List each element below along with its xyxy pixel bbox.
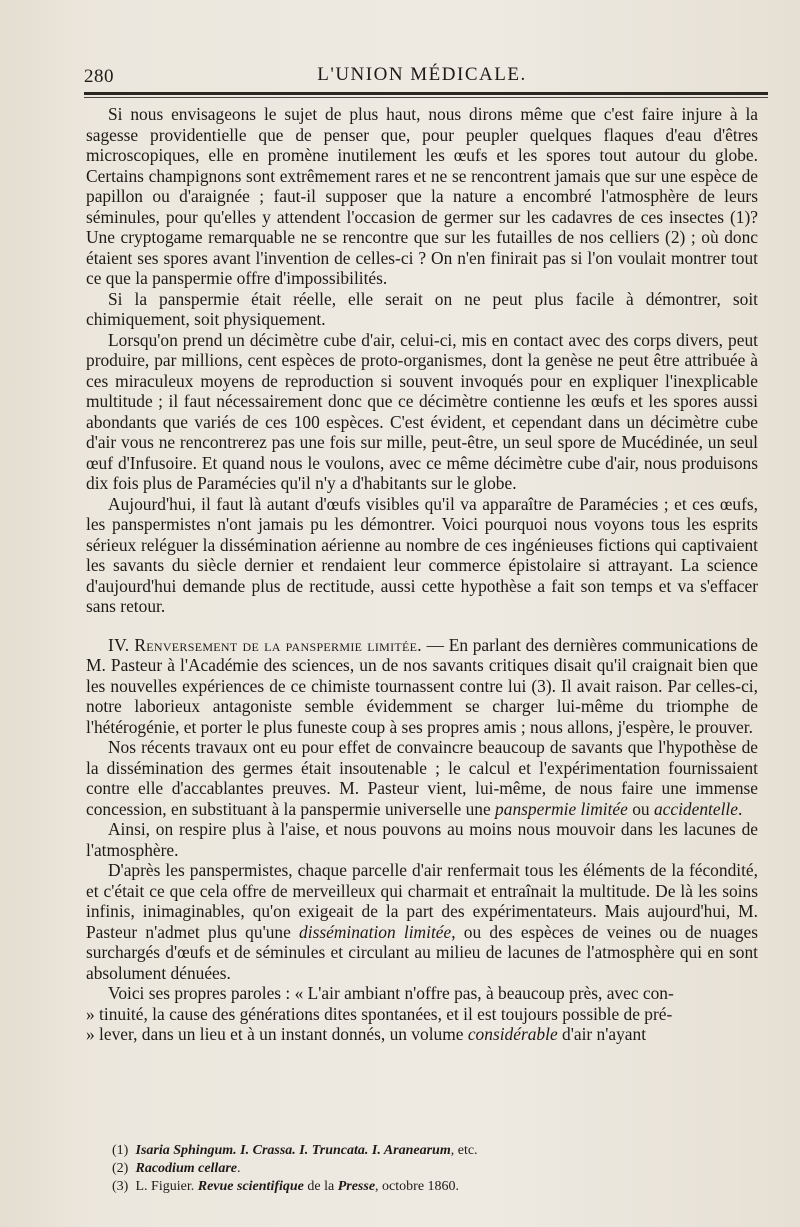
header-rule-thin — [84, 97, 768, 98]
text-span: , etc. — [450, 1143, 478, 1158]
footnote-number: (1) — [112, 1143, 129, 1158]
section-heading: IV. Renversement de la panspermie limitée. — [108, 634, 422, 655]
footnote-text: Revue scientifique — [197, 1179, 304, 1194]
text-span: » lever, dans un lieu et à un instant donnés, un volume — [86, 1024, 468, 1044]
italic-term: panspermie limitée — [495, 798, 628, 819]
quote-line — [86, 1024, 758, 1045]
footnote — [112, 1142, 712, 1160]
paragraph: Lorsqu'on prend un décimètre cube d'air, celui-ci, mis en contact avec des corps divers, peut produire, par millions, cent espèces de proto-organismes, dont la genèse ne peut être attribuée à ces miraculeux moyens de reproduction si souvent invoqués pour en expliquer l'inexplicable multitude ; il faut nécessairement donc que ce décimètre contienne les œufs et les spores aussi abondants que variés de ces 100 espèces. C'est évident, et cependant dans un décimètre cube d'air vous ne rencontrerez pas une fois sur mille, peut-être, un seul spore de Mucédinée, un seul œuf d'Infusoire. Et quand nous le voulons, avec ce même décimètre cube d'air, nous produisons dix fois plus de Paramécies qu'il n'y a d'habitants sur le globe. — [86, 329, 758, 493]
paragraph: Ainsi, on respire plus à l'aise, et nous pouvons au moins nous mouvoir dans les lacunes de l'atmosphère. — [86, 819, 758, 860]
text-span: D'après les panspermistes, chaque parcelle d'air renfermait tous les éléments de la fécondité, et c'était ce que cela offre de merveilleux qui charmait et entraînait la multitude. De là les soins infinis, inimaginables, qu'on exigeait de la part des expérimentateurs. Mais aujourd'hui, M. Pasteur n'admet plus qu'une — [86, 860, 758, 942]
page-header — [84, 58, 760, 92]
footnote — [112, 1178, 712, 1196]
paragraph: Aujourd'hui, il faut là autant d'œufs visibles qu'il va apparaître de Paramécies ; et ces œufs, les panspermistes n'ont jamais pu les démontrer. Voici pourquoi nous voyons tous les esprits sérieux reléguer la dissémination aérienne au nombre de ces ingénieuses fictions qui captivaient les savants du siècle dernier et rendaient leur commerce épistolaire si attrayant. La science d'aujourd'hui demande plus de rectitude, aussi cette hypothèse a fait son temps et va s'effacer sans retour. — [86, 493, 758, 616]
body-text — [86, 104, 758, 1045]
text-span: L. Figuier. — [135, 1179, 198, 1194]
page-number: 280 — [84, 66, 114, 87]
italic-term: dissémination limitée — [299, 921, 452, 942]
footnote-text: Isaria Sphingum. I. Crassa. I. Truncata. I. Aranearum — [135, 1143, 451, 1158]
text-span: . — [237, 1161, 241, 1176]
text-span: d'air n'ayant — [557, 1024, 647, 1044]
quote-line: » tinuité, la cause des générations dites spontanées, et il est toujours possible de pré- — [86, 1003, 673, 1024]
text-span: Nos récents travaux ont eu pour effet de convaincre beaucoup de savants que l'hypothèse de la dissémination des germes était insoutenable ; le calcul et l'expérimentation fournissaient contre elle d'accablantes preuves. M. Pasteur vient, lui-même, de nous faire une immense concession, en substituant à la panspermie universelle une — [86, 737, 758, 819]
header-rule — [84, 92, 768, 95]
paragraph-fecondite — [86, 860, 758, 983]
footnote-text: Racodium cellare — [135, 1161, 237, 1176]
paragraph-pasteur — [86, 737, 758, 819]
section-opening-text: — En parlant des dernières communications de M. Pasteur à l'Académie des sciences, un de nos savants critiques disait qu'il craignait bien que les nouvelles expériences de ce chimiste tournassent contre lui (3). Il avait raison. Par celles-ci, notre laborieux antagoniste semble évidemment se charger lui-même du triomphe de l'hétérogénie, et porter le plus funeste coup à ses propres amis ; nous allons, j'espère, le prouver. — [86, 634, 759, 737]
journal-title: L'UNION MÉDICALE. — [317, 64, 527, 85]
footnote-text: Presse — [337, 1179, 376, 1194]
section-paragraph — [86, 635, 758, 738]
footnote — [112, 1160, 712, 1178]
text-span: ou — [627, 798, 654, 819]
footnote-number: (2) — [112, 1161, 129, 1176]
italic-term: considérable — [467, 1024, 558, 1044]
quote-line: Voici ses propres paroles : « L'air ambiant n'offre pas, à beaucoup près, avec con- — [108, 983, 674, 1003]
text-span: , octobre 1860. — [375, 1179, 460, 1194]
paragraph: Si la panspermie était réelle, elle serait on ne peut plus facile à démontrer, soit chimiquement, soit physiquement. — [86, 288, 758, 329]
text-span: , ou des espèces de veines ou de nuages surchargés d'œufs et de séminules et circulant au milieu de lacunes de l'atmosphère qui en sont absolument dénuées. — [86, 921, 758, 983]
footnotes — [112, 1142, 712, 1196]
text-span: de la — [303, 1179, 338, 1194]
text-span: . — [737, 798, 743, 819]
paragraph: Si nous envisageons le sujet de plus haut, nous dirons même que c'est faire injure à la sagesse providentielle que de penser que, pour peupler quelques flaques d'eau d'êtres microscopiques, elle en promène inutilement les œufs et les spores tout autour du globe. Certains champignons sont extrêmement rares et ne se rencontrent jamais que sur une espèce de papillon ou d'araignée ; faut-il supposer que la nature a encombré l'atmosphère de leurs séminules, pour qu'elles y attendent l'occasion de germer sur les cadavres de ces insectes (1)? Une cryptogame remarquable ne se rencontre que sur les futailles de nos celliers (2) ; où donc étaient ses spores avant l'invention de celles-ci ? On n'en finirait pas si l'on voulait montrer tout ce que la panspermie offre d'impossibilités. — [86, 104, 758, 288]
footnote-number: (3) — [112, 1179, 129, 1194]
italic-term: accidentelle — [653, 798, 738, 819]
